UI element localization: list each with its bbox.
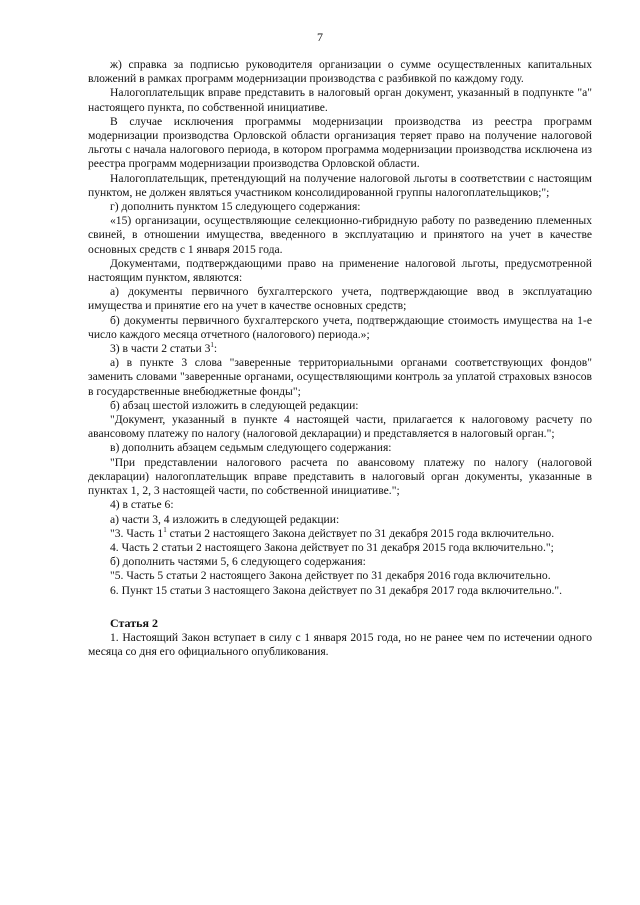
paragraph: В случае исключения программы модернизации производства из реестра программ модернизации производства Орловской области организация теряет право на получение налоговой льготы с начала налогового периода, в котором программа модернизации производства исключена из реестра программ модернизации производства Орловской области. — [88, 114, 592, 171]
part3-text: "3. Часть 1 — [110, 526, 164, 540]
paragraph: "5. Часть 5 статьи 2 настоящего Закона действует по 31 декабря 2016 года включительно. — [110, 569, 551, 583]
paragraph: г) дополнить пунктом 15 следующего содержания: — [110, 200, 361, 214]
item3-text: 3) в части 2 статьи 3 — [110, 342, 211, 356]
superscript: 1 — [163, 525, 167, 534]
item3-tail: : — [213, 342, 218, 356]
paragraph-item-3 — [88, 342, 592, 356]
document-body — [88, 58, 592, 659]
paragraph: а) документы первичного бухгалтерского учета, подтверждающие ввод в эксплуатацию имущества и принятие его на учет в качестве основных средств; — [88, 285, 592, 313]
superscript: 1 — [210, 341, 214, 350]
page-number: 7 — [317, 30, 323, 44]
paragraph: в) дополнить абзацем седьмым следующего содержания: — [110, 441, 392, 455]
paragraph: б) абзац шестой изложить в следующей редакции: — [110, 398, 359, 412]
article-text: 1. Настоящий Закон вступает в силу с 1 января 2015 года, но не ранее чем по истечении одного месяца со дня его официального опубликования. — [88, 630, 592, 659]
paragraph: Документами, подтверждающими право на применение налоговой льготы, предусмотренной настоящим пунктом, являются: — [88, 256, 592, 285]
part3-tail: статьи 2 настоящего Закона действует по 31 декабря 2015 года включительно. — [166, 526, 555, 540]
paragraph: «15) организации, осуществляющие селекционно-гибридную работу по разведению племенных свиней, в отношении имущества, введенного в эксплуатацию и принятого на учет в качестве основных средств с 1 января 2015 года. — [88, 214, 592, 256]
paragraph: "Документ, указанный в пункте 4 настоящей части, прилагается к налоговому расчету по авансовому платежу по налогу (налоговой декларации) и представляется в налоговый орган."; — [88, 413, 592, 441]
paragraph: 6. Пункт 15 статьи 3 настоящего Закона действует по 31 декабря 2017 года включительно.". — [110, 583, 563, 597]
paragraph: Налогоплательщик вправе представить в налоговый орган документ, указанный в подпункте "а" настоящего пункта, по собственной инициативе. — [88, 86, 592, 114]
paragraph: 4) в статье 6: — [110, 498, 174, 512]
paragraph: 4. Часть 2 статьи 2 настоящего Закона действует по 31 декабря 2015 года включительно."; — [110, 540, 554, 554]
article-heading: Статья 2 — [110, 615, 158, 630]
paragraph: а) части 3, 4 изложить в следующей редакции: — [110, 512, 340, 526]
paragraph: "При представлении налогового расчета по авансовому платежу по налогу (налоговой декларации) налогоплательщик вправе представить в налоговый орган документы, указанные в пунктах 1, 2, 3 настоящей части, по собственной инициативе."; — [88, 455, 592, 498]
paragraph: Налогоплательщик, претендующий на получение налоговой льготы в соответствии с настоящим пунктом, не должен являться участником консолидированной группы налогоплательщиков;"; — [88, 171, 592, 199]
paragraph: б) документы первичного бухгалтерского учета, подтверждающие стоимость имущества на 1-е число каждого месяца отчетного (налогового) периода.»; — [88, 313, 592, 341]
paragraph: ж) справка за подписью руководителя организации о сумме осуществленных капитальных вложений в рамках программ модернизации производства с разбивкой по каждому году. — [88, 58, 592, 86]
paragraph-part-3 — [88, 527, 592, 541]
paragraph: б) дополнить частями 5, 6 следующего содержания: — [110, 555, 366, 569]
paragraph: а) в пункте 3 слова "заверенные территориальными органами соответствующих фондов" заменить словами "заверенные органами, осуществляющими контроль за уплатой страховых взносов в государственные внебюджетные фонды"; — [88, 356, 592, 398]
